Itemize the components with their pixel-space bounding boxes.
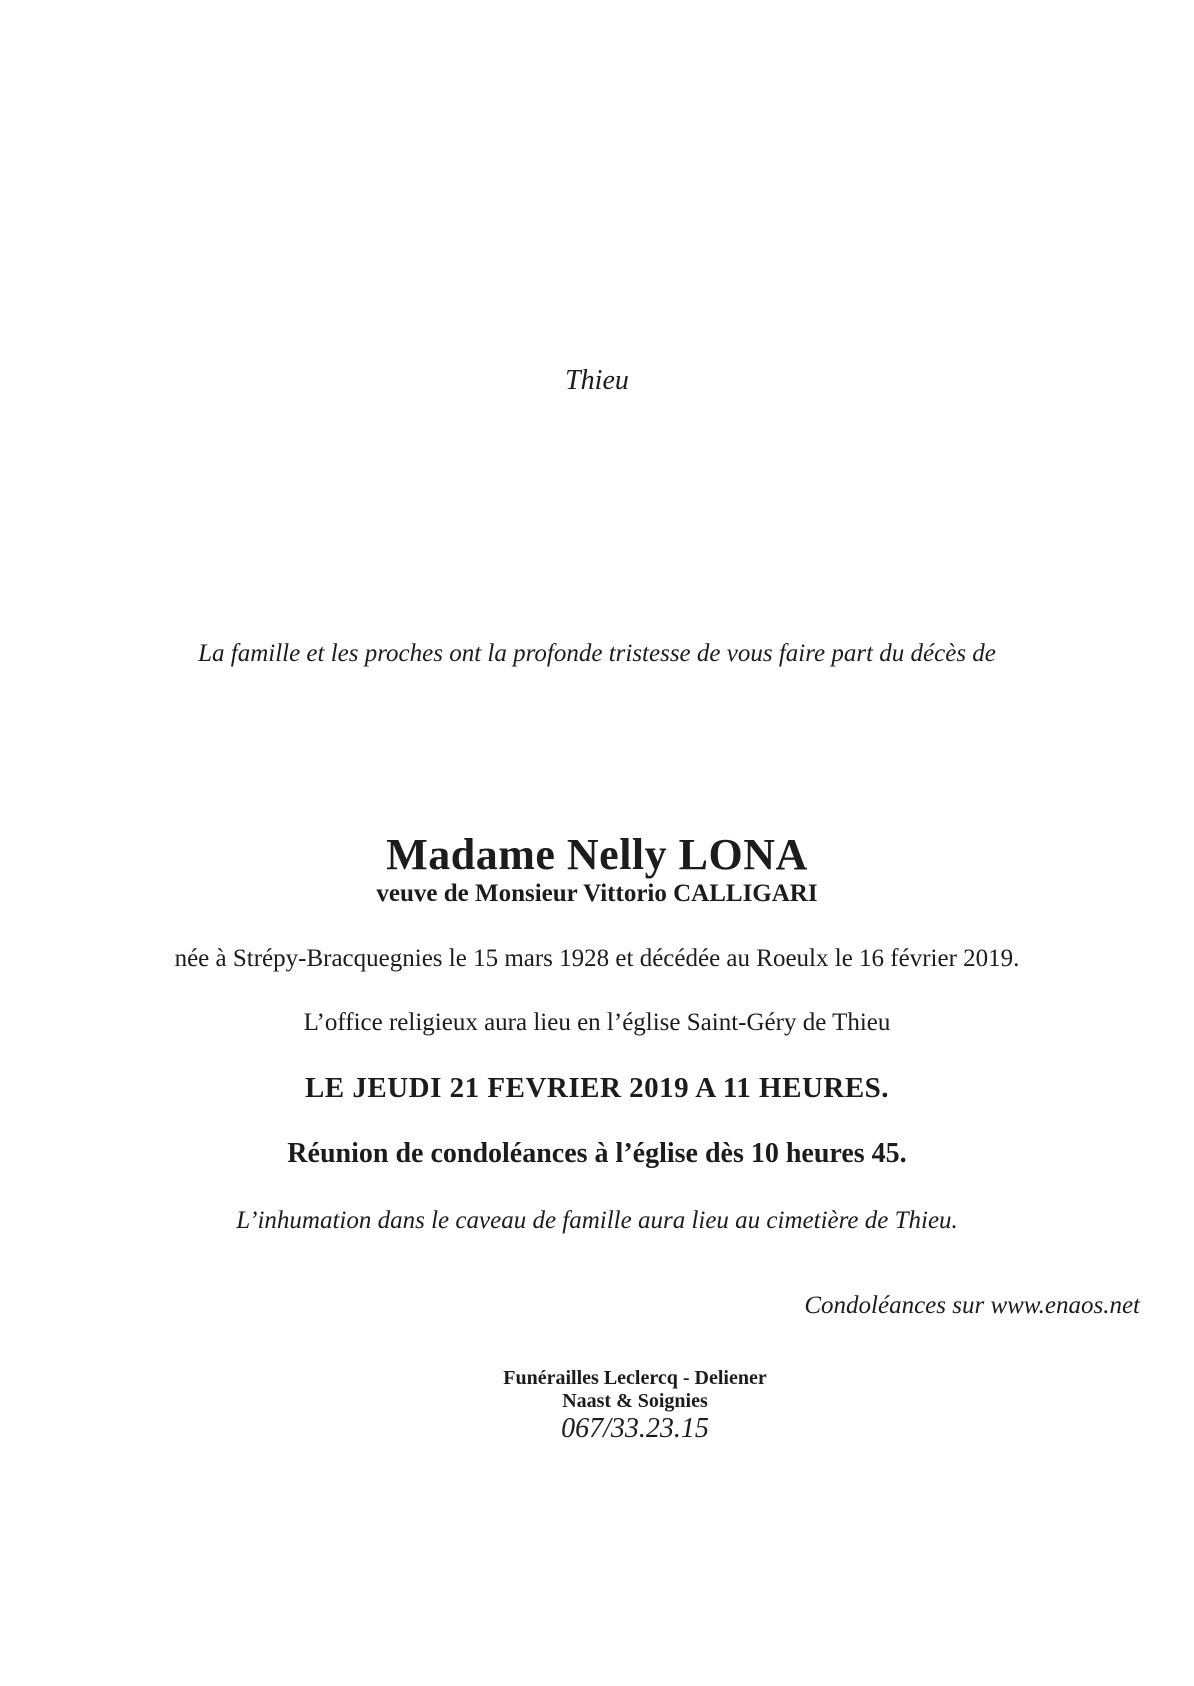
funeral-home-location: Naast & Soignies [562,1390,708,1412]
deceased-name: Madame Nelly LONA [386,830,808,879]
deceased-subtitle: veuve de Monsieur Vittorio CALLIGARI [376,880,818,907]
service-datetime-line: LE JEUDI 21 FEVRIER 2019 A 11 HEURES. [304,1072,890,1104]
announcement-line: La famille et les proches ont la profonde tristesse de vous faire part du décès de [198,640,996,667]
location-header: Thieu [565,365,629,396]
gathering-line: Réunion de condoléances à l’église dès 10 heures 45. [287,1138,907,1169]
religious-service-line: L’office religieux aura lieu en l’église Saint-Géry de Thieu [303,1009,891,1036]
funeral-home-name: Funérailles Leclercq - Deliener [503,1367,767,1389]
funeral-home-phone: 067/33.23.15 [561,1413,709,1444]
condolences-website-line: Condoléances sur www.enaos.net [804,1292,1140,1319]
life-dates-line: née à Strépy-Bracquegnies le 15 mars 1928 et décédée au Roeulx le 16 février 2019. [174,945,1020,972]
burial-line: L’inhumation dans le caveau de famille aura lieu au cimetière de Thieu. [236,1207,958,1234]
